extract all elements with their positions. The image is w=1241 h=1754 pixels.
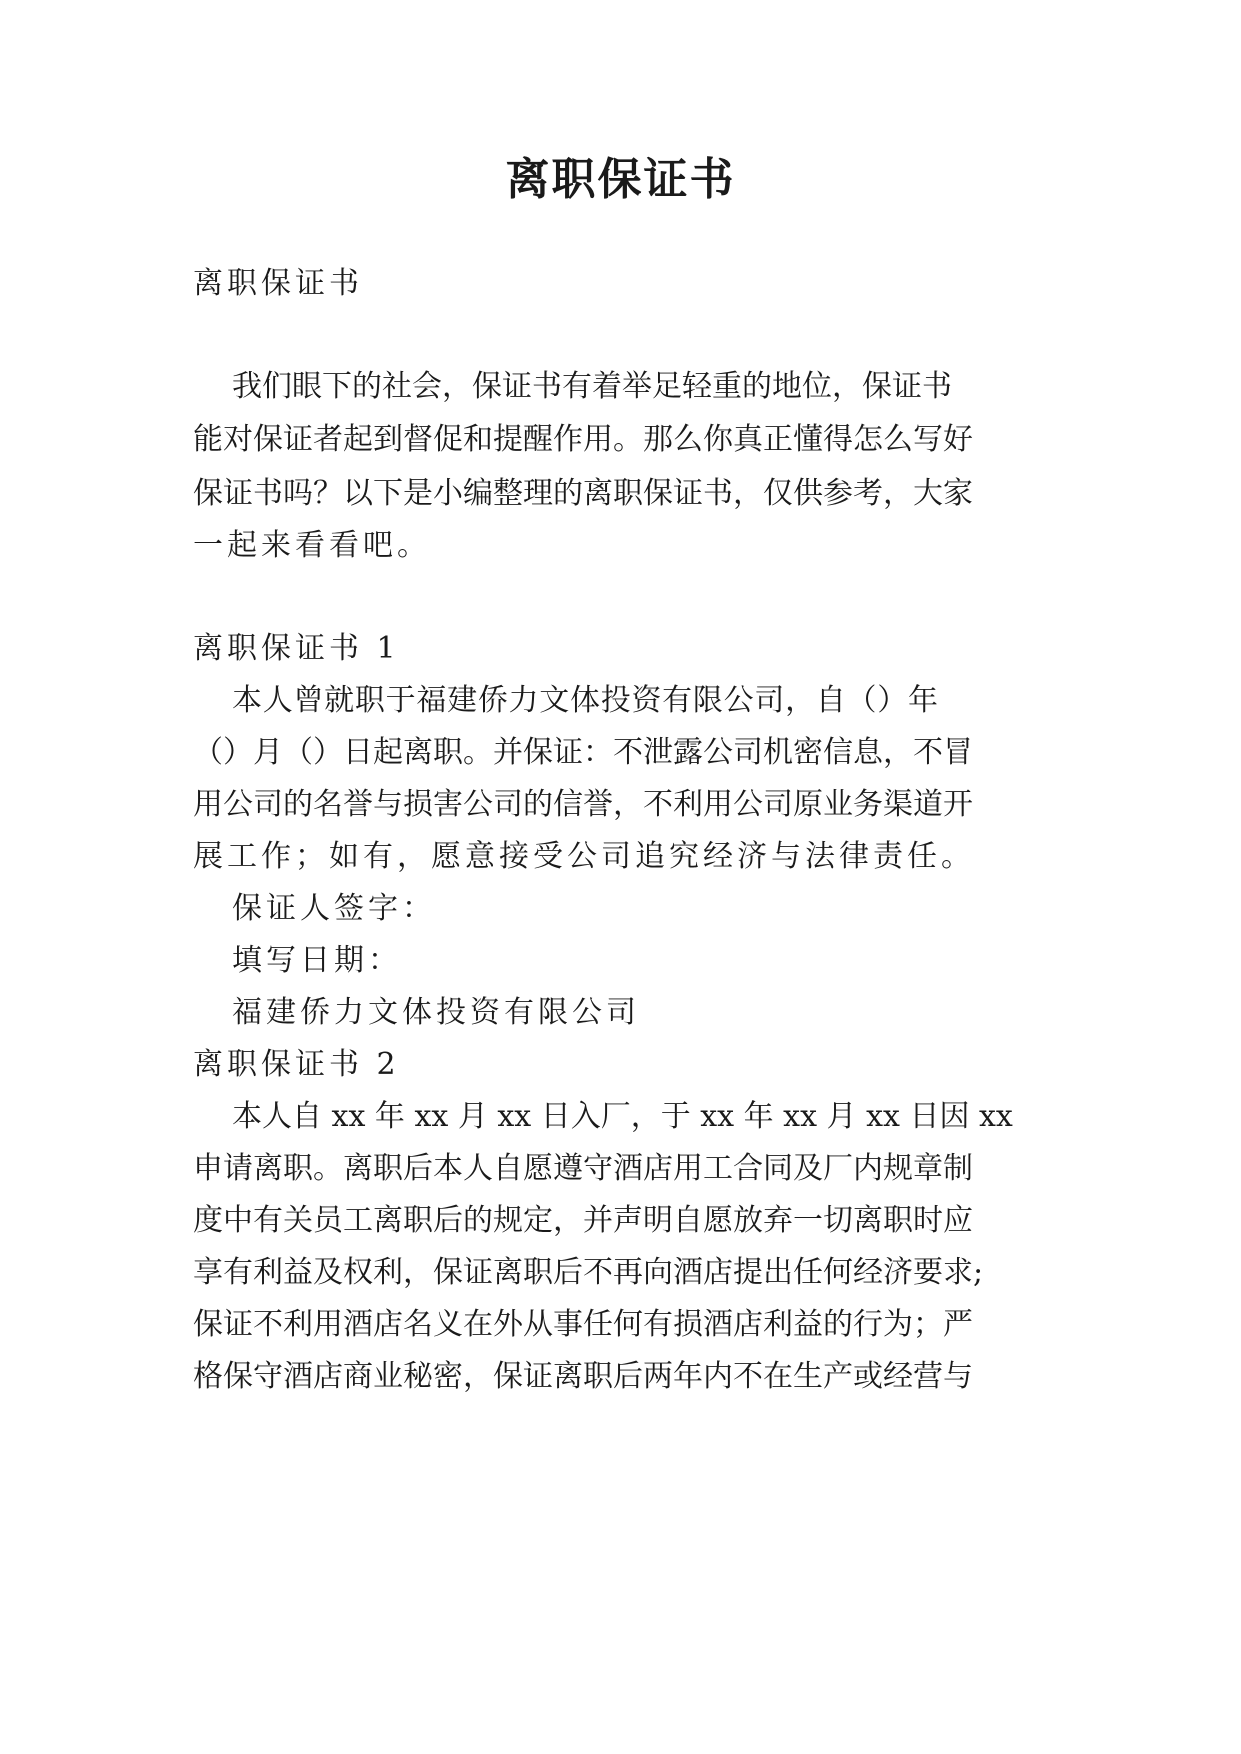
section2-body-line: 享有利益及权利，保证离职后不再向酒店提出任何经济要求; — [193, 1255, 984, 1290]
company-name: 福建侨力文体投资有限公司 — [232, 995, 640, 1030]
section2-body-line: 本人自 xx 年 xx 月 xx 日入厂，于 xx 年 xx 月 xx 日因 xx — [232, 1099, 1013, 1134]
intro-line: 一起来看看吧。 — [193, 528, 431, 563]
section1-body-line: 本人曾就职于福建侨力文体投资有限公司，自（）年 — [232, 683, 938, 718]
document-subtitle: 离职保证书 — [193, 266, 363, 301]
section2-body-line: 度中有关员工离职后的规定，并声明自愿放弃一切离职时应 — [193, 1203, 973, 1238]
section1-body-line: 用公司的名誉与损害公司的信誉，不利用公司原业务渠道开 — [193, 787, 973, 822]
intro-line: 保证书吗？以下是小编整理的离职保证书，仅供参考，大家 — [193, 476, 973, 511]
intro-line: 我们眼下的社会，保证书有着举足轻重的地位，保证书 — [232, 369, 952, 404]
document-title: 离职保证书 — [505, 154, 736, 205]
section1-heading: 离职保证书 1 — [193, 631, 400, 666]
section1-body-line: 展工作；如有，愿意接受公司追究经济与法律责任。 — [193, 839, 975, 874]
section2-heading: 离职保证书 2 — [193, 1047, 400, 1082]
intro-line: 能对保证者起到督促和提醒作用。那么你真正懂得怎么写好 — [193, 422, 973, 457]
signature-label: 保证人签字： — [232, 891, 436, 926]
date-label: 填写日期： — [232, 943, 402, 978]
section2-body-line: 申请离职。离职后本人自愿遵守酒店用工合同及厂内规章制 — [193, 1151, 973, 1186]
section1-body-line: （）月（）日起离职。并保证：不泄露公司机密信息，不冒 — [193, 735, 973, 770]
section2-body-line: 保证不利用酒店名义在外从事任何有损酒店利益的行为；严 — [193, 1307, 973, 1342]
section2-body-line: 格保守酒店商业秘密，保证离职后两年内不在生产或经营与 — [193, 1359, 973, 1394]
